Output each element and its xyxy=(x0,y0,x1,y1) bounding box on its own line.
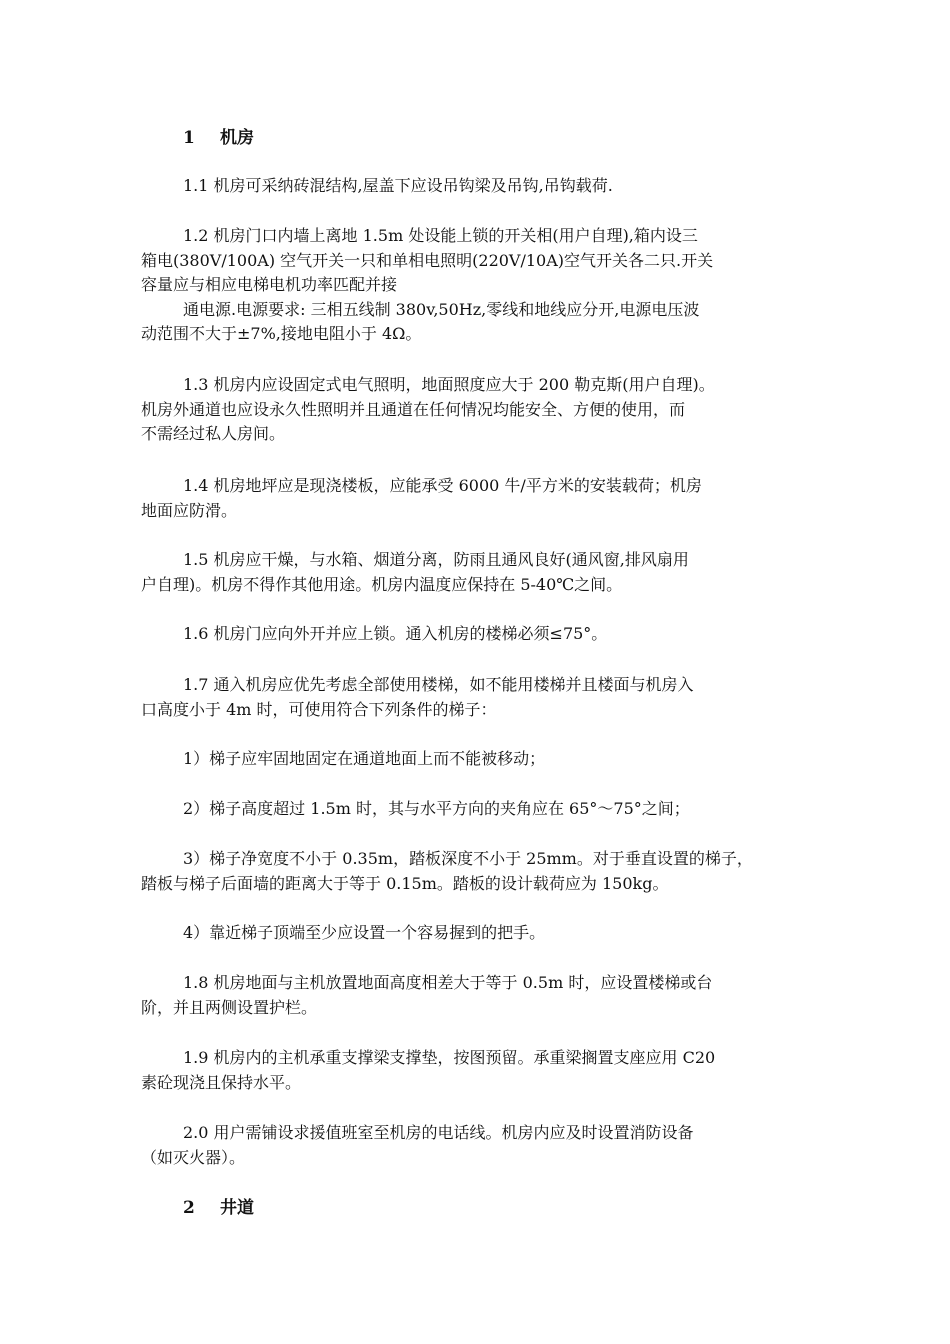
paragraph-2-0 xyxy=(141,1121,821,1170)
ladder-item-4 xyxy=(141,921,821,946)
paragraph-line: 4）靠近梯子顶端至少应设置一个容易握到的把手。 xyxy=(183,923,546,942)
paragraph-line: 1.9 机房内的主机承重支撑梁支撑垫，按图预留。承重梁搁置支座应用 C20 xyxy=(183,1048,716,1067)
paragraph-line: 口高度小于 4m 时，可使用符合下列条件的梯子： xyxy=(141,699,497,719)
section-title: 井道 xyxy=(220,1198,254,1218)
paragraph-1-9 xyxy=(141,1046,821,1095)
paragraph-1-3 xyxy=(141,373,821,447)
paragraph-line: 地面应防滑。 xyxy=(141,500,238,520)
paragraph-line: 1.2 机房门口内墙上离地 1.5m 处设能上锁的开关相(用户自理),箱内设三 xyxy=(183,226,698,245)
ladder-item-2 xyxy=(141,797,821,822)
paragraph-line: 箱电(380V/100A) 空气开关一只和单相电照明(220V/10A)空气开关各二只.开关 xyxy=(141,250,714,270)
paragraph-1-2 xyxy=(141,224,821,347)
paragraph-1-4 xyxy=(141,474,821,523)
section-heading-jingdao xyxy=(183,1196,254,1220)
section-heading-jifang xyxy=(183,126,254,150)
paragraph-line: （如灭火器）。 xyxy=(141,1147,246,1167)
paragraph-1-1 xyxy=(141,174,821,199)
ladder-item-1 xyxy=(141,747,821,772)
section-title: 机房 xyxy=(220,128,254,148)
paragraph-1-7 xyxy=(141,673,821,722)
paragraph-1-5 xyxy=(141,548,821,597)
paragraph-line: 1.7 通入机房应优先考虑全部使用楼梯，如不能用楼梯并且楼面与机房入 xyxy=(183,675,694,694)
paragraph-line: 素砼现浇且保持水平。 xyxy=(141,1072,302,1092)
paragraph-line: 1.1 机房可采纳砖混结构,屋盖下应设吊钩梁及吊钩,吊钩载荷. xyxy=(183,176,613,195)
paragraph-line: 动范围不大于±7%,接地电阻小于 4Ω。 xyxy=(141,324,422,343)
paragraph-line: 2）梯子高度超过 1.5m 时，其与水平方向的夹角应在 65°～75°之间； xyxy=(183,799,690,818)
paragraph-line: 1.4 机房地坪应是现浇楼板，应能承受 6000 牛/平方米的安装载荷；机房 xyxy=(183,476,702,495)
paragraph-line: 1）梯子应牢固地固定在通道地面上而不能被移动； xyxy=(183,749,546,768)
ladder-item-3 xyxy=(141,847,821,896)
section-number: 1 xyxy=(183,128,195,148)
paragraph-line: 机房外通道也应设永久性照明并且通道在任何情况均能安全、方便的使用，而 xyxy=(141,399,686,419)
paragraph-line: 1.6 机房门应向外开并应上锁。通入机房的楼梯必须≤75°。 xyxy=(183,624,608,643)
paragraph-line: 3）梯子净宽度不小于 0.35m，踏板深度不小于 25mm。对于垂直设置的梯子， xyxy=(183,849,753,868)
paragraph-1-8 xyxy=(141,971,821,1020)
paragraph-line: 1.3 机房内应设固定式电气照明，地面照度应大于 200 勒克斯(用户自理)。 xyxy=(183,375,715,394)
paragraph-line: 通电源.电源要求: 三相五线制 380v,50Hz,零线和地线应分开,电源电压波 xyxy=(183,299,700,319)
paragraph-line: 阶，并且两侧设置护栏。 xyxy=(141,997,318,1017)
paragraph-line: 踏板与梯子后面墙的距离大于等于 0.15m。踏板的设计载荷应为 150kg。 xyxy=(141,873,669,893)
paragraph-line: 户自理)。机房不得作其他用途。机房内温度应保持在 5-40℃之间。 xyxy=(141,574,623,594)
paragraph-line: 2.0 用户需铺设求援值班室至机房的电话线。机房内应及时设置消防设备 xyxy=(183,1123,694,1142)
section-number: 2 xyxy=(183,1198,195,1218)
paragraph-line: 容量应与相应电梯电机功率匹配并接 xyxy=(141,275,398,294)
paragraph-line: 1.5 机房应干燥，与水箱、烟道分离，防雨且通风良好(通风窗,排风扇用 xyxy=(183,550,689,569)
paragraph-line: 不需经过私人房间。 xyxy=(141,424,286,443)
paragraph-line: 1.8 机房地面与主机放置地面高度相差大于等于 0.5m 时，应设置楼梯或台 xyxy=(183,973,713,992)
paragraph-1-6 xyxy=(141,622,821,647)
